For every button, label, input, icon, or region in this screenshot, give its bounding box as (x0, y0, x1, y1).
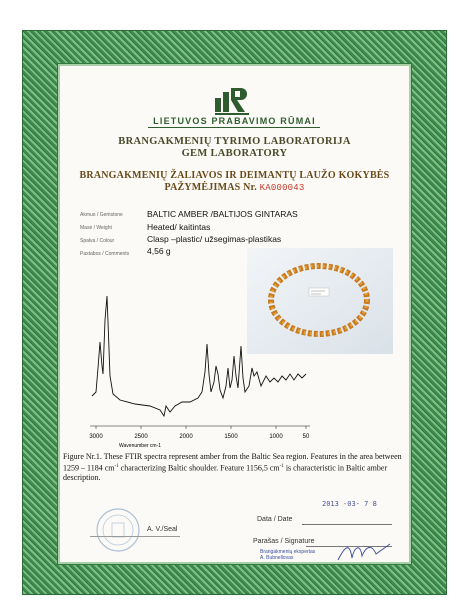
date-label: Data / Date (257, 516, 293, 523)
spectrum-trace (92, 296, 306, 416)
field-value-comments: 4,56 g (147, 246, 171, 256)
certificate-number-label: PAŽYMĖJIMAS Nr. (164, 182, 257, 193)
field-value-gemstone: BALTIC AMBER /BALTIJOS GINTARAS (147, 209, 298, 219)
date-line (302, 524, 392, 525)
logo-icon (213, 86, 251, 116)
certificate-content (60, 66, 409, 562)
seal-line (90, 536, 180, 537)
ftir-spectrum-chart (80, 282, 320, 452)
field-label-colour: Spalva / Colour (80, 238, 115, 244)
tick-label: 1000 (269, 434, 283, 440)
date-value: 2013 -03- 7 8 (322, 500, 377, 508)
tick-label: 2500 (134, 434, 148, 440)
laboratory-name: BRANGAKMENIŲ TYRIMO LABORATORIJA (118, 136, 351, 147)
tick-label: 2000 (179, 434, 193, 440)
tick-label: 50 (302, 434, 310, 440)
laboratory-name-en: GEM LABORATORY (181, 148, 288, 159)
field-label-gemstone: Akmuo / Gemstone (80, 212, 123, 218)
certificate-number: KA000043 (259, 183, 305, 193)
organization-name: LIETUVOS PRABAVIMO RŪMAI (153, 116, 316, 126)
field-label-weight: Masė / Weight (80, 225, 112, 231)
seal-label: A. V./Seal (147, 526, 178, 533)
field-value-colour: Clasp –plastic/ užsegimas-plastikas (147, 234, 282, 244)
field-value-weight: Heated/ kaitintas (147, 222, 211, 232)
x-axis-label: Wavenumber cm-1 (118, 443, 162, 449)
tick-label: 3000 (89, 434, 103, 440)
figure-caption: Figure Nr.1. These FTIR spectra represent amber from the Baltic Sea region. Features in the area between 1259 – 1184 $cm^{-1}$ characterizing Baltic shoulder. Feature 1156,5 $cm^{-1}$ is characteristic in Baltic amber description. (63, 452, 402, 482)
certificate-title-line2 (60, 182, 409, 193)
signature-icon (336, 540, 392, 564)
signature-label: Parašas / Signature (253, 538, 315, 545)
tick-label: 1500 (224, 434, 238, 440)
seal-stamp-icon (94, 506, 142, 554)
field-label-comments: Pastabos / Comments (80, 251, 130, 257)
divider (148, 127, 320, 128)
certificate-title: BRANGAKMENIŲ ŽALIAVOS IR DEIMANTŲ LAUŽO KOKYBĖS (79, 170, 390, 181)
expert-stamp: Brangakmenių ekspertas A. Bubnellovas (260, 549, 316, 561)
